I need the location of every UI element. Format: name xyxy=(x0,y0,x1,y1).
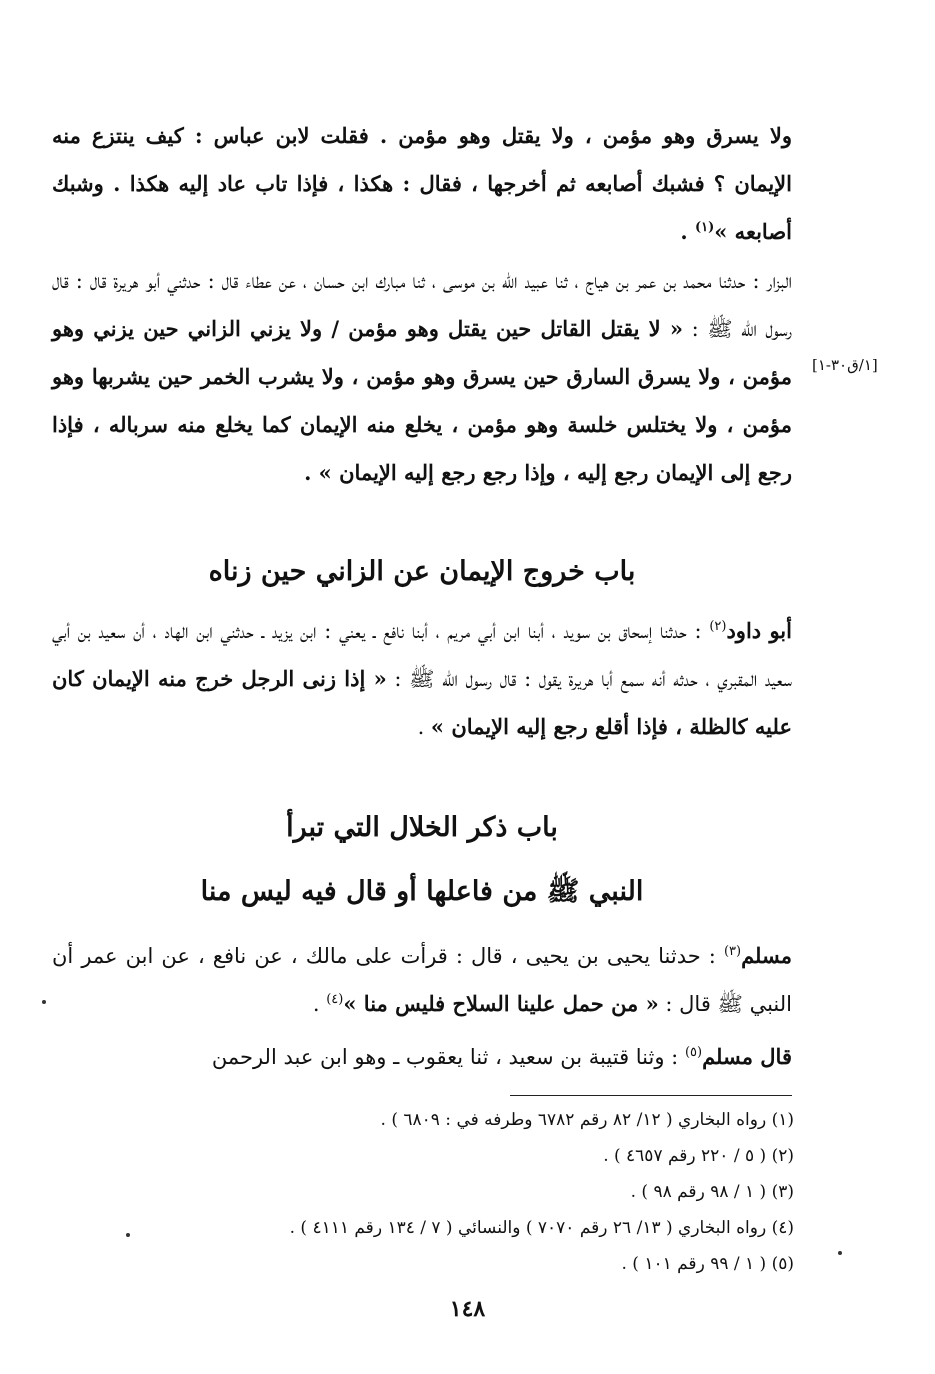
paragraph-2 xyxy=(52,257,792,497)
paragraph-3-hadith: « إذا زنى الرجل خرج منه الإيمان كان عليه كالظلة ، فإذا أقلع رجع إليه الإيمان » xyxy=(52,666,792,739)
scan-speck xyxy=(42,1000,46,1004)
paragraph-3-end: . xyxy=(417,715,431,739)
footnotes xyxy=(52,1102,794,1282)
paragraph-2-isnad: البزار : حدثنا محمد بن عمر بن هياج ، ثنا عبيد الله بن موسى ، ثنا مبارك ابن حسان ، عن عطاء قال : حدثني أبو هريرة قال : قال رسول الله ﷺ : xyxy=(52,269,793,341)
margin-manuscript-note: [١/ق٣٠-١] xyxy=(812,356,878,374)
paragraph-1-end: . xyxy=(680,219,695,244)
footnote-3: (٣) ( ١ / ٩٨ رقم ٩٨ ) . xyxy=(630,1182,794,1202)
footnote-ref-5: (٥) xyxy=(684,1045,703,1060)
paragraph-4 xyxy=(52,932,792,1028)
footnote-ref-4: (٤) xyxy=(326,992,344,1007)
scan-speck xyxy=(838,1251,842,1255)
paragraph-5-isnad: : وثنا قتيبة بن سعيد ، ثنا يعقوب ـ وهو ابن عبد الرحمن xyxy=(211,1045,685,1069)
chapter-heading-1: باب خروج الإيمان عن الزاني حين زناه xyxy=(208,556,636,587)
paragraph-4-hadith: « من حمل علينا السلاح فليس منا » xyxy=(343,991,659,1016)
paragraph-2-hadith: « لا يقتل القاتل حين يقتل وهو مؤمن / ولا يزني الزاني حين يزني وهو مؤمن ، ولا يسرق السارق حين يسرق وهو مؤمن ، ولا يشرب الخمر حين يشربها وهو مؤمن ، ولا يختلس خلسة وهو مؤمن ، يخلع منه الإيمان كما يخلع منه سرباله ، فإذا رجع إلى الإيمان رجع إليه ، وإذا رجع رجع إليه الإيمان » . xyxy=(52,316,792,485)
chapter-heading-2-line-1: باب ذكر الخلال التي تبرأ xyxy=(286,812,558,843)
paragraph-5 xyxy=(52,1033,792,1081)
footnote-2: (٢) ( ٥ / ٢٢٠ رقم ٤٦٥٧ ) . xyxy=(603,1146,794,1166)
paragraph-3-isnad: : حدثنا إسحاق بن سويد ، أبنا ابن أبي مريم ، أبنا نافع ـ يعني : ابن يزيد ـ حدثني ابن الهاد ، أن سعيد بن أبي سعيد المقبري ، حدثه أنه سمع أبا هريرة يقول : قال رسول الله ﷺ : xyxy=(52,619,792,691)
paragraph-4-end: . xyxy=(312,992,327,1016)
footnote-4: (٤) رواه البخاري ( ١٣/ ٢٦ رقم ٧٠٧٠ ) والنسائي ( ٧ / ١٣٤ رقم ٤١١١ ) . xyxy=(289,1218,794,1238)
footnote-ref-3: (٣) xyxy=(723,944,742,959)
paragraph-4-source: مسلم xyxy=(741,943,792,968)
paragraph-3-source: أبو داود xyxy=(726,618,792,643)
footnote-1: (١) رواه البخاري ( ١٢/ ٨٢ رقم ٦٧٨٢ وطرفه في : ٦٨٠٩ ) . xyxy=(380,1110,794,1130)
footnote-separator xyxy=(510,1095,792,1096)
paragraph-1-text: ولا يسرق وهو مؤمن ، ولا يقتل وهو مؤمن . فقلت لابن عباس : كيف ينتزع منه الإيمان ؟ فشبك أصابعه ثم أخرجها ، فقال : هكذا ، فإذا تاب عاد إليه هكذا . وشبك أصابعه » xyxy=(52,123,792,244)
paragraph-3 xyxy=(52,607,792,751)
paragraph-4-isnad: : حدثنا يحيى بن يحيى ، قال : قرأت على مالك ، عن نافع ، عن ابن عمر أن النبي ﷺ قال : xyxy=(52,944,792,1016)
paragraph-5-source: قال مسلم xyxy=(702,1044,792,1069)
page-number: ١٤٨ xyxy=(449,1296,486,1322)
footnote-ref-2: (٢) xyxy=(709,619,727,634)
chapter-heading-2-line-2: النبي ﷺ من فاعلها أو قال فيه ليس منا xyxy=(200,876,644,907)
paragraph-1 xyxy=(52,112,792,256)
footnote-ref-1: (١) xyxy=(694,220,715,235)
footnote-5: (٥) ( ١ / ٩٩ رقم ١٠١ ) . xyxy=(621,1254,794,1274)
scan-speck xyxy=(126,1233,130,1237)
